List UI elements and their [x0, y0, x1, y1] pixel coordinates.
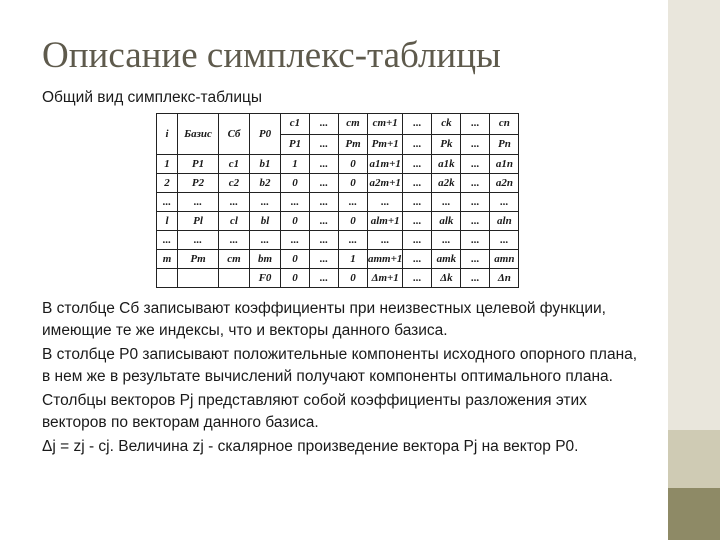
table-cell: ...	[461, 212, 490, 231]
header-cost-cell: c1	[281, 114, 310, 135]
table-cell: ...	[310, 155, 339, 174]
paragraph-cb: В столбце Cб записывают коэффициенты при неизвестных целевой функции, имеющие те же индексы, что и векторы данного базиса.	[42, 300, 606, 339]
table-cell: a1m+1	[368, 155, 403, 174]
table-cell: alk	[432, 212, 461, 231]
table-row	[157, 269, 519, 288]
header-vector-cell: Pk	[432, 134, 461, 155]
table-cell: ...	[310, 231, 339, 250]
table-cell: Δn	[490, 269, 519, 288]
table-cell: ...	[403, 155, 432, 174]
table-row	[157, 155, 519, 174]
header-cell-basis: Базис	[178, 114, 219, 155]
table-cell: ...	[339, 193, 368, 212]
slide-subtitle: Общий вид симплекс-таблицы	[42, 89, 262, 106]
table-cell: Δm+1	[368, 269, 403, 288]
table-cell: ...	[310, 174, 339, 193]
decorative-side-strip	[668, 0, 720, 540]
header-cost-cell: ...	[461, 114, 490, 135]
table-cell: 0	[339, 174, 368, 193]
table-cell: F0	[250, 269, 281, 288]
header-cost-cell: cm	[339, 114, 368, 135]
table-cell: ...	[368, 231, 403, 250]
header-cost-cell: ...	[403, 114, 432, 135]
table-row	[157, 212, 519, 231]
table-cell: ...	[310, 212, 339, 231]
table-cell: a1n	[490, 155, 519, 174]
table-cell: ...	[403, 269, 432, 288]
header-cost-cell: ...	[310, 114, 339, 135]
table-cell: bl	[250, 212, 281, 231]
table-cell: ...	[432, 193, 461, 212]
strip-block-mid	[668, 430, 720, 488]
table-cell: ...	[250, 193, 281, 212]
table-cell: 0	[339, 212, 368, 231]
paragraph-pj: Столбцы векторов Pj представляют собой коэффициенты разложения этих векторов по векторам данного базиса.	[42, 392, 587, 431]
table-cell	[219, 269, 250, 288]
table-cell: amk	[432, 250, 461, 269]
table-cell: ...	[403, 250, 432, 269]
simplex-table-figure	[156, 113, 519, 288]
table-cell: Δk	[432, 269, 461, 288]
header-cost-cell: cm+1	[368, 114, 403, 135]
table-cell: 1	[281, 155, 310, 174]
header-vector-cell: Pn	[490, 134, 519, 155]
table-cell: ...	[432, 231, 461, 250]
header-cell-p0: P0	[250, 114, 281, 155]
table-cell: P1	[178, 155, 219, 174]
table-cell: a1k	[432, 155, 461, 174]
table-cell: ...	[219, 231, 250, 250]
table-cell: ...	[178, 231, 219, 250]
table-cell: amn	[490, 250, 519, 269]
table-cell: ...	[403, 174, 432, 193]
table-cell	[157, 269, 178, 288]
table-cell: c2	[219, 174, 250, 193]
table-cell: ...	[461, 231, 490, 250]
table-cell: ...	[490, 193, 519, 212]
table-cell: ...	[178, 193, 219, 212]
table-cell: ...	[157, 231, 178, 250]
table-cell: ...	[461, 174, 490, 193]
slide-title: Описание симплекс-таблицы	[42, 35, 501, 76]
header-vector-cell: Pm	[339, 134, 368, 155]
header-cost-cell: ck	[432, 114, 461, 135]
header-cell-cb: Cб	[219, 114, 250, 155]
table-cell: ...	[250, 231, 281, 250]
table-cell: b2	[250, 174, 281, 193]
table-cell: ...	[219, 193, 250, 212]
table-cell: ...	[368, 193, 403, 212]
table-cell: ...	[461, 269, 490, 288]
table-cell: Pm	[178, 250, 219, 269]
table-cell: bm	[250, 250, 281, 269]
table-row	[157, 193, 519, 212]
table-cell: c1	[219, 155, 250, 174]
paragraph-delta: Δj = zj - cj. Величина zj - скалярное произведение вектора Pj на вектор P0.	[42, 438, 579, 455]
table-cell: amm+1	[368, 250, 403, 269]
table-row	[157, 231, 519, 250]
table-cell: ...	[281, 231, 310, 250]
table-cell: ...	[461, 193, 490, 212]
table-cell: 0	[339, 269, 368, 288]
table-header-row	[157, 114, 519, 135]
table-cell: a2m+1	[368, 174, 403, 193]
table-cell: ...	[339, 231, 368, 250]
table-cell: ...	[403, 193, 432, 212]
table-cell: cm	[219, 250, 250, 269]
header-vector-cell: Pm+1	[368, 134, 403, 155]
header-cost-cell: cn	[490, 114, 519, 135]
header-vector-cell: ...	[310, 134, 339, 155]
table-cell: P2	[178, 174, 219, 193]
table-row	[157, 250, 519, 269]
simplex-table	[156, 113, 519, 288]
table-cell: ...	[403, 231, 432, 250]
table-cell: 0	[281, 250, 310, 269]
table-cell	[178, 269, 219, 288]
table-cell: 1	[157, 155, 178, 174]
table-cell: cl	[219, 212, 250, 231]
table-cell: b1	[250, 155, 281, 174]
table-cell: ...	[403, 212, 432, 231]
header-cell-i: i	[157, 114, 178, 155]
table-cell: Pl	[178, 212, 219, 231]
table-cell: 2	[157, 174, 178, 193]
header-vector-cell: ...	[403, 134, 432, 155]
header-vector-cell: ...	[461, 134, 490, 155]
table-cell: 0	[281, 269, 310, 288]
table-cell: ...	[157, 193, 178, 212]
table-cell: ...	[461, 155, 490, 174]
body-text	[42, 298, 642, 461]
table-cell: a2n	[490, 174, 519, 193]
table-cell: ...	[490, 231, 519, 250]
header-vector-cell: P1	[281, 134, 310, 155]
table-row	[157, 174, 519, 193]
table-cell: ...	[310, 269, 339, 288]
table-cell: 0	[339, 155, 368, 174]
table-cell: ...	[310, 250, 339, 269]
table-cell: aln	[490, 212, 519, 231]
table-cell: 0	[281, 212, 310, 231]
table-cell: 1	[339, 250, 368, 269]
table-cell: alm+1	[368, 212, 403, 231]
table-cell: a2k	[432, 174, 461, 193]
table-cell: 0	[281, 174, 310, 193]
table-cell: ...	[281, 193, 310, 212]
table-cell: ...	[461, 250, 490, 269]
table-cell: ...	[310, 193, 339, 212]
table-cell: l	[157, 212, 178, 231]
strip-block-dark	[668, 488, 720, 540]
paragraph-p0: В столбце P0 записывают положительные компоненты исходного опорного плана, в нем же в результате вычислений получают компоненты оптимального плана.	[42, 346, 638, 385]
table-cell: m	[157, 250, 178, 269]
